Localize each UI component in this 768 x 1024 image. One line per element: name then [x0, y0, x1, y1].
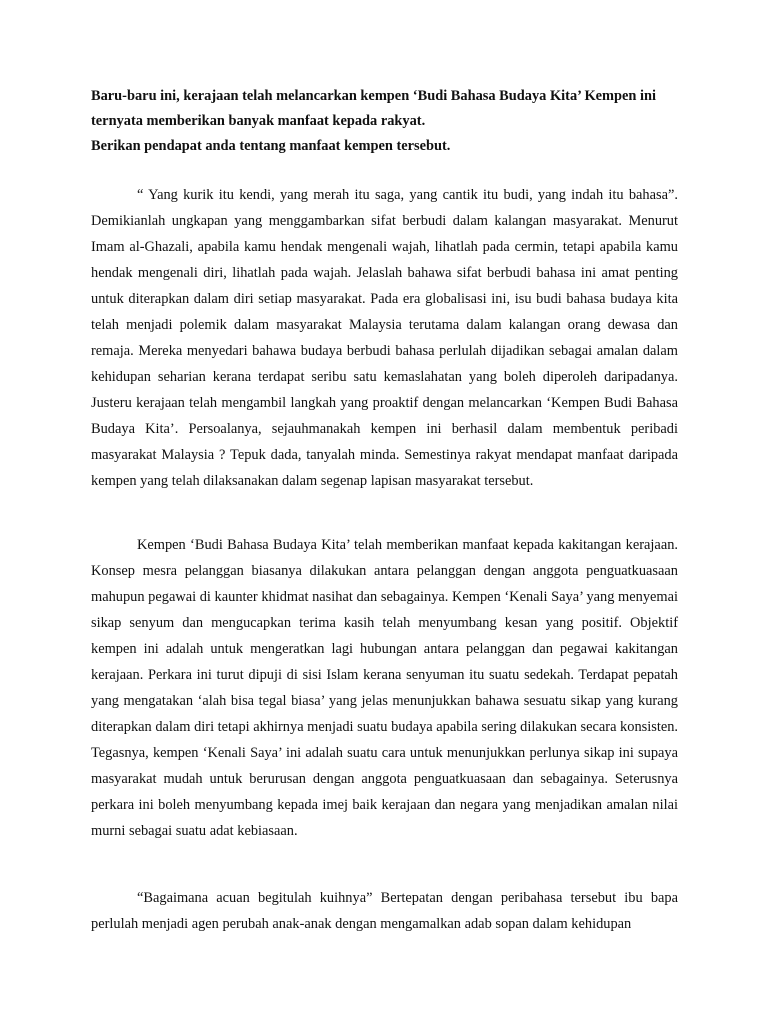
essay-question	[91, 84, 681, 159]
body-paragraph-1: Kempen ‘Budi Bahasa Budaya Kita’ telah memberikan manfaat kepada kakitangan kerajaan. Konsep mesra pelanggan biasanya dilakukan antara pelanggan dengan anggota penguatkuasaan mahupun pegawai di kaunter khidmat nasihat dan sebagainya. Kempen ‘Kenali Saya’ yang menyemai sikap senyum dan mengucapkan terima kasih telah menyumbang kesan yang positif. Objektif kempen ini adalah untuk mengeratkan lagi hubungan antara pelanggan dan pegawai kakitangan kerajaan. Perkara ini turut dipuji di sisi Islam kerana senyuman itu suatu sedekah. Terdapat pepatah yang mengatakan ‘alah bisa tegal biasa’ yang jelas menunjukkan bahawa sesuatu sikap yang kurang diterapkan dalam diri tetapi akhirnya menjadi suatu budaya apabila sering dilakukan secara konsisten. Tegasnya, kempen ‘Kenali Saya’ ini adalah suatu cara untuk menunjukkan perlunya sikap ini supaya masyarakat mudah untuk berurusan dengan anggota penguatkuasaan dan sebagainya. Seterusnya perkara ini boleh menyumbang kepada imej baik kerajaan dan negara yang menjadikan amalan nilai murni sebagai suatu adat kebiasaan.	[91, 537, 679, 839]
body-paragraph-2: “Bagaimana acuan begitulah kuihnya” Bertepatan dengan peribahasa tersebut ibu bapa perlulah menjadi agen perubah anak-anak dengan mengamalkan adab sopan dalam kehidupan	[91, 890, 678, 932]
introduction-paragraph: “ Yang kurik itu kendi, yang merah itu saga, yang cantik itu budi, yang indah itu bahasa”. Demikianlah ungkapan yang menggambarkan sifat berbudi dalam kalangan masyarakat. Menurut Imam al-Ghazali, apabila kamu hendak mengenali wajah, lihatlah pada cermin, tetapi apabila kamu hendak mengenali diri, lihatlah pada wajah. Jelaslah bahawa sifat berbudi bahasa ini amat penting untuk diterapkan dalam diri setiap masyarakat. Pada era globalisasi ini, isu budi bahasa budaya kita telah menjadi polemik dalam masyarakat Malaysia terutama dalam kalangan orang dewasa dan remaja. Mereka menyedari bahawa budaya berbudi bahasa perlulah dijadikan sebagai amalan dalam kehidupan seharian kerana terdapat seribu satu kemaslahatan yang boleh diperoleh daripadanya. Justeru kerajaan telah mengambil langkah yang proaktif dengan melancarkan ‘Kempen Budi Bahasa Budaya Kita’. Persoalanya, sejauhmanakah kempen ini berhasil dalam membentuk peribadi masyarakat Malaysia ? Tepuk dada, tanyalah minda. Semestinya rakyat mendapat manfaat daripada kempen yang telah dilaksanakan dalam segenap lapisan masyarakat tersebut.	[91, 187, 678, 489]
question-instruction: Berikan pendapat anda tentang manfaat kempen tersebut.	[91, 138, 451, 154]
question-prompt: Baru-baru ini, kerajaan telah melancarkan kempen ‘Budi Bahasa Budaya Kita’ Kempen ini ternyata memberikan banyak manfaat kepada rakyat.	[91, 88, 657, 129]
